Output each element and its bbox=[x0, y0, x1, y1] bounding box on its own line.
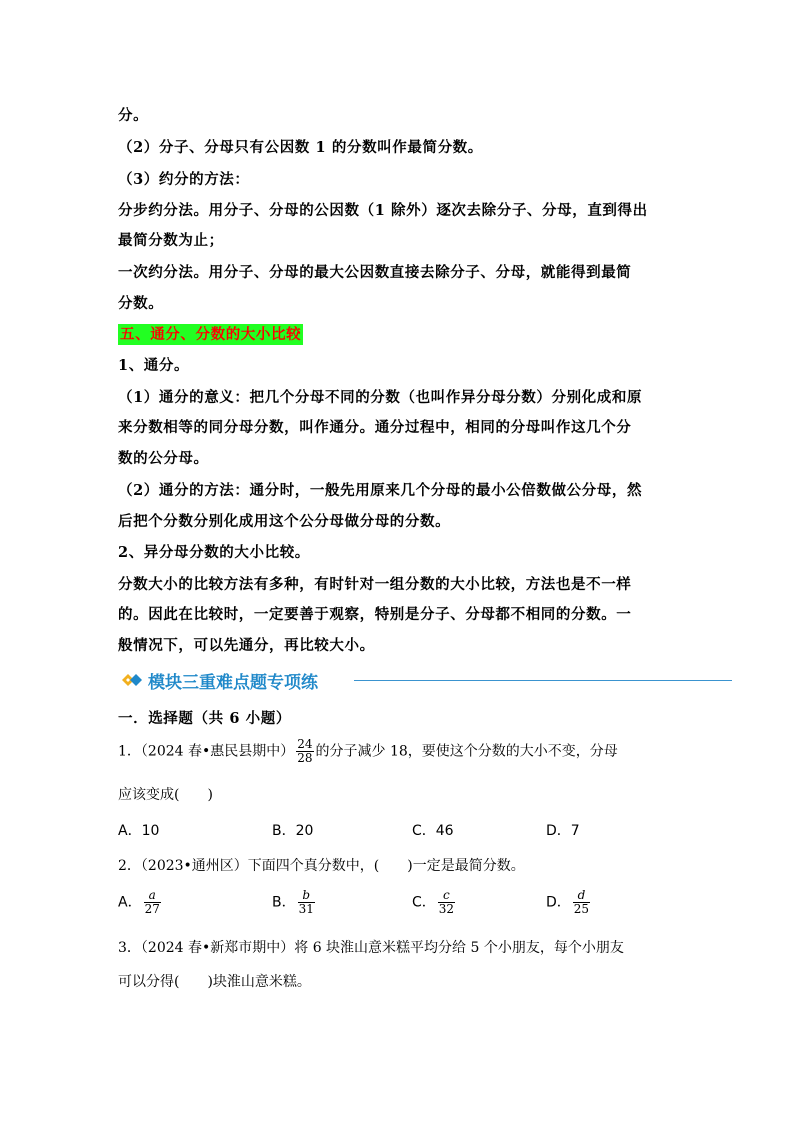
section-heading bbox=[118, 323, 303, 344]
question-1-prefix: 1．（2024 春•惠民县期中） bbox=[118, 743, 295, 760]
option-c[interactable] bbox=[412, 889, 457, 916]
fraction bbox=[573, 889, 590, 916]
body-line: 来分数相等的同分母分数，叫作通分。通分过程中，相同的分母叫作这几个分 bbox=[118, 419, 632, 436]
fraction bbox=[438, 889, 455, 916]
body-line: 2、异分母分数的大小比较。 bbox=[118, 544, 310, 561]
module-title: 模块三重难点题专项练 bbox=[148, 673, 318, 693]
question-1-text: 的分子减少 18，要使这个分数的大小不变，分母 bbox=[315, 743, 618, 760]
question-2: 2．（2023•通州区）下面四个真分数中，( )一定是最简分数。 bbox=[118, 858, 525, 874]
option-label: C． bbox=[412, 894, 436, 911]
body-line: 分步约分法。用分子、分母的公因数（1 除外）逐次去除分子、分母，直到得出 bbox=[118, 202, 648, 219]
body-line: 后把个分数分别化成用这个公分母做分母的分数。 bbox=[118, 513, 451, 530]
option-label: B． bbox=[272, 894, 296, 911]
fraction-numerator: d bbox=[577, 888, 586, 902]
fraction-denominator: 32 bbox=[438, 902, 455, 916]
option-d[interactable] bbox=[546, 889, 592, 916]
option-label: D． bbox=[546, 894, 571, 911]
fraction bbox=[298, 889, 315, 916]
option-b[interactable] bbox=[272, 889, 317, 916]
fraction bbox=[144, 889, 161, 916]
fraction-denominator: 27 bbox=[144, 902, 160, 916]
body-line: （2）分子、分母只有公因数 1 的分数叫作最简分数。 bbox=[118, 139, 483, 156]
body-line: 数的公分母。 bbox=[118, 450, 209, 467]
body-line: 1、通分。 bbox=[118, 357, 190, 374]
body-line: （3）约分的方法： bbox=[118, 171, 250, 188]
body-line: （2）通分的方法：通分时，一般先用原来几个分母的最小公倍数做公分母，然 bbox=[118, 482, 643, 499]
option-d[interactable]: D．7 bbox=[546, 823, 580, 839]
option-a[interactable] bbox=[118, 889, 163, 916]
fraction-numerator: 24 bbox=[297, 737, 313, 751]
module-divider bbox=[354, 680, 732, 681]
question-1-line2: 应该变成( ) bbox=[118, 787, 213, 803]
option-b[interactable]: B．20 bbox=[272, 823, 314, 839]
fraction-denominator: 25 bbox=[573, 902, 590, 916]
double-chevron-icon bbox=[122, 672, 144, 688]
fraction-numerator: c bbox=[443, 888, 450, 902]
fraction-numerator: b bbox=[302, 888, 311, 902]
question-3-line2: 可以分得( )块淮山意米糕。 bbox=[118, 974, 311, 990]
question-section-title: 一．选择题（共 6 小题） bbox=[118, 710, 291, 727]
option-c[interactable]: C．46 bbox=[412, 823, 454, 839]
body-line: 的。因此在比较时，一定要善于观察，特别是分子、分母都不相同的分数。一 bbox=[118, 606, 632, 623]
fraction-denominator: 31 bbox=[298, 902, 314, 916]
fraction bbox=[296, 738, 313, 765]
option-label: A． bbox=[118, 894, 142, 911]
body-line: 般情况下，可以先通分，再比较大小。 bbox=[118, 637, 375, 654]
question-3: 3．（2024 春•新郑市期中）将 6 块淮山意米糕平均分给 5 个小朋友，每个小朋友 bbox=[118, 940, 624, 956]
fraction-denominator: 28 bbox=[297, 751, 313, 765]
body-line: 分数。 bbox=[118, 295, 164, 312]
body-line: 分数大小的比较方法有多种，有时针对一组分数的大小比较，方法也是不一样 bbox=[118, 576, 632, 593]
module-header bbox=[118, 668, 618, 694]
section-heading-highlight: 五、通分、分数的大小比较 bbox=[120, 326, 302, 343]
body-line: （1）通分的意义：把几个分母不同的分数（也叫作异分母分数）分别化成和原 bbox=[118, 389, 643, 406]
question-1 bbox=[118, 738, 618, 765]
option-a[interactable]: A．10 bbox=[118, 823, 160, 839]
body-line: 一次约分法。用分子、分母的最大公因数直接去除分子、分母，就能得到最简 bbox=[118, 264, 632, 281]
fraction-numerator: a bbox=[148, 888, 156, 902]
body-line: 分。 bbox=[118, 107, 149, 124]
body-line: 最简分数为止； bbox=[118, 232, 224, 249]
